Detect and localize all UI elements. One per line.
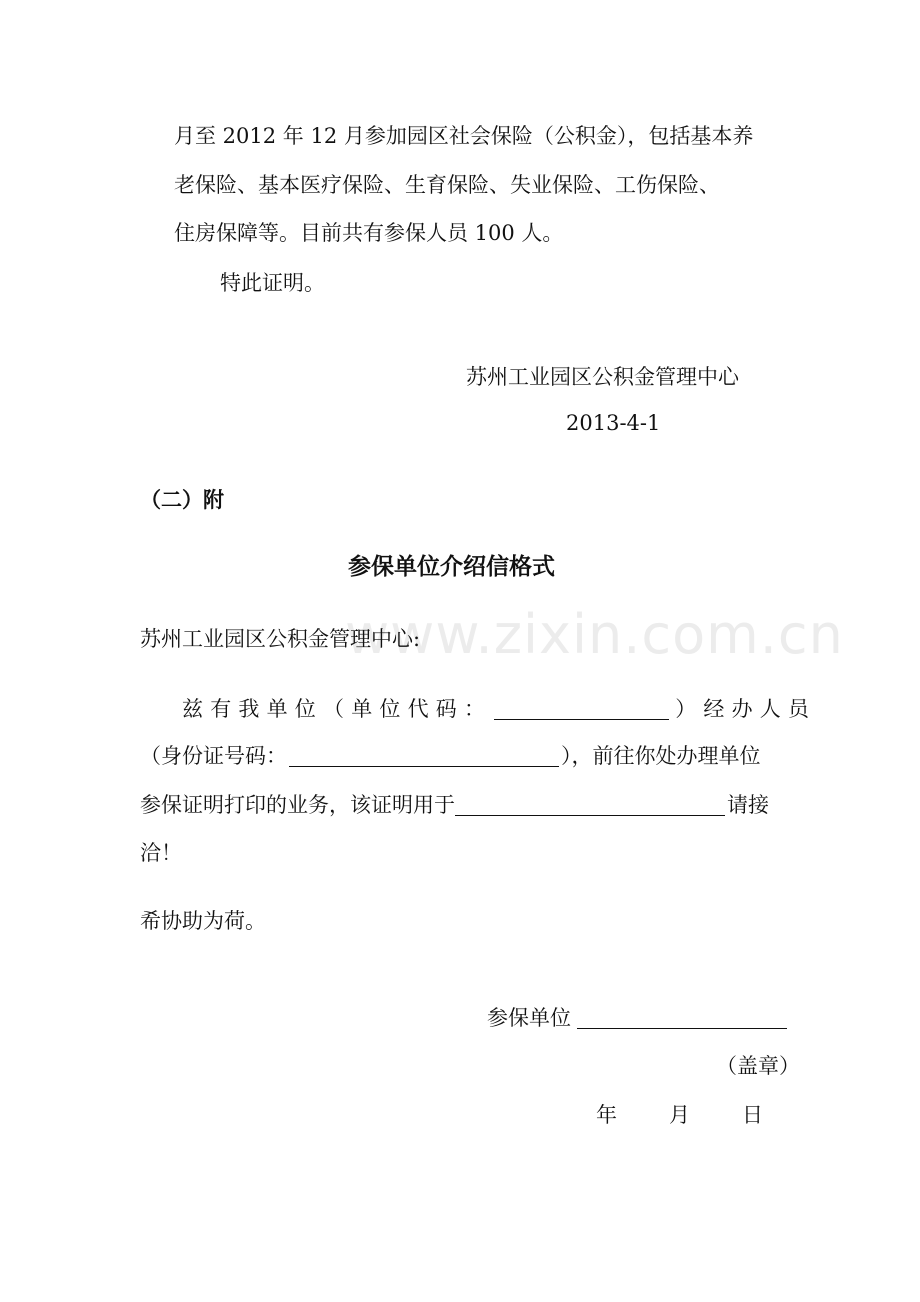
certificate-closing: 特此证明。	[220, 271, 325, 295]
letter-request: 希协助为荷。	[140, 909, 266, 933]
certificate-date: 2013-4-1	[566, 411, 661, 435]
unit-name-blank[interactable]	[577, 1006, 787, 1029]
certificate-body-line-2: 老保险、基本医疗保险、生育保险、失业保险、工伤保险、	[174, 173, 720, 197]
paragraph-text-agent: ）经办人员	[675, 697, 817, 721]
letter-addressee: 苏州工业园区公积金管理中心:	[140, 627, 421, 651]
unit-label: 参保单位	[487, 1006, 571, 1030]
certificate-body-line-1: 月至 2012 年 12 月参加园区社会保险（公积金），包括基本养	[174, 124, 754, 148]
letter-paragraph-line-1	[140, 694, 817, 724]
letter-paragraph-line-3	[140, 790, 769, 820]
certificate-issuer: 苏州工业园区公积金管理中心	[466, 365, 739, 389]
letter-title: 参保单位介绍信格式	[348, 554, 555, 580]
letter-paragraph-line-2	[140, 741, 761, 771]
letter-paragraph-line-4: 洽！	[140, 841, 182, 865]
seal-label: （盖章）	[716, 1054, 800, 1078]
unit-code-blank[interactable]	[494, 697, 669, 720]
paragraph-text-id-number: （身份证号码：	[140, 744, 287, 768]
certificate-body-line-3: 住房保障等。目前共有参保人员 100 人。	[174, 221, 564, 245]
paragraph-text-contact: 请接	[727, 793, 769, 817]
paragraph-text-usage: 参保证明打印的业务，该证明用于	[140, 793, 455, 817]
watermark: www.zixin.com.cn	[345, 603, 844, 666]
date-year-label: 年	[596, 1103, 617, 1127]
signature-date	[596, 1100, 763, 1130]
signature-unit-line	[487, 1003, 787, 1033]
paragraph-text-unit-code: 兹有我单位（单位代码：	[182, 697, 493, 721]
paragraph-text-purpose: ），前往你处办理单位	[561, 744, 761, 768]
usage-blank[interactable]	[455, 793, 725, 816]
appendix-heading: （二）附	[140, 488, 224, 512]
date-day-label: 日	[742, 1103, 763, 1127]
id-number-blank[interactable]	[289, 744, 559, 767]
date-month-label: 月	[669, 1103, 690, 1127]
